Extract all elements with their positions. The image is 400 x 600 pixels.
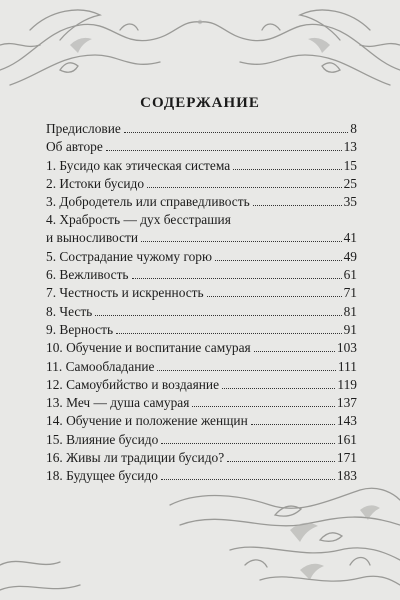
toc-entry-label: 14. Обучение и положение женщин <box>46 413 248 429</box>
toc-entry-label: 18. Будущее бусидо <box>46 468 158 484</box>
toc-entry-page: 71 <box>343 285 357 301</box>
toc-entry-label: 9. Верность <box>46 321 114 337</box>
toc-entry-page: 183 <box>336 468 357 484</box>
toc-entry <box>46 120 357 138</box>
toc-leader-dots <box>141 241 342 242</box>
toc-entry-label: Предисловие <box>46 121 121 136</box>
toc-entry <box>46 376 357 394</box>
toc-entry-label: 10. Обучение и воспитание самурая <box>46 340 251 356</box>
toc-leader-dots <box>124 132 348 133</box>
toc-entry-page: 161 <box>336 431 357 447</box>
toc-entry-page: 103 <box>336 340 357 356</box>
toc-entry-page: 137 <box>336 395 357 411</box>
toc-entry <box>46 358 357 376</box>
toc-leader-dots <box>251 424 335 425</box>
toc-list <box>46 120 357 486</box>
toc-entry <box>46 467 357 485</box>
dragon-ornament-top <box>0 0 400 95</box>
toc-entry-label: 6. Вежливость <box>46 267 129 283</box>
toc-entry-page: 13 <box>343 139 357 155</box>
toc-leader-dots <box>233 169 341 170</box>
toc-entry-label: 8. Честь <box>46 303 93 319</box>
toc-entry <box>46 449 357 467</box>
toc-leader-dots <box>227 461 335 462</box>
toc-entry-label: 16. Живы ли традиции бусидо? <box>46 450 225 466</box>
toc-entry-page: 35 <box>343 194 357 210</box>
toc-entry-label: 3. Добродетель или справедливость <box>46 194 250 210</box>
toc-entry <box>46 229 357 247</box>
toc-entry <box>46 193 357 211</box>
toc-leader-dots <box>207 296 342 297</box>
toc-leader-dots <box>116 333 342 334</box>
toc-entry-page: 25 <box>343 175 357 191</box>
toc-entry-page: 111 <box>337 358 357 374</box>
toc-leader-dots <box>157 370 335 371</box>
toc-entry <box>46 284 357 302</box>
toc-entry-label-line1: 4. Храбрость — дух бесстрашия <box>46 212 231 228</box>
toc-entry <box>46 175 357 193</box>
toc-entry-label: 1. Бусидо как этическая система <box>46 157 231 173</box>
toc-leader-dots <box>161 479 335 480</box>
toc-entry-page: 81 <box>343 303 357 319</box>
toc-leader-dots <box>95 315 341 316</box>
toc-leader-dots <box>253 205 342 206</box>
toc-entry-page: 171 <box>336 450 357 466</box>
toc-entry <box>46 266 357 284</box>
toc-entry-page: 119 <box>337 376 357 392</box>
toc-entry <box>46 157 357 175</box>
toc-entry-label: Об авторе <box>46 139 103 155</box>
toc-entry <box>46 248 357 266</box>
toc-entry-page: 61 <box>343 267 357 283</box>
toc-leader-dots <box>132 278 342 279</box>
toc-title: СОДЕРЖАНИЕ <box>140 95 260 111</box>
toc-entry-label: 11. Самообладание <box>46 358 155 374</box>
toc-entry <box>46 431 357 449</box>
toc-entry-label: 7. Честность и искренность <box>46 285 204 301</box>
toc-entry <box>46 394 357 412</box>
toc-leader-dots <box>161 443 335 444</box>
toc-entry-page: 143 <box>336 413 357 429</box>
toc-entry-page: 41 <box>343 230 357 246</box>
toc-entry-label: 2. Истоки бусидо <box>46 175 145 191</box>
toc-leader-dots <box>215 260 342 261</box>
toc-leader-dots <box>147 187 342 188</box>
toc-entry-page: 49 <box>343 248 357 264</box>
toc-entry <box>46 339 357 357</box>
toc-entry-label: 5. Сострадание чужому горю <box>46 248 213 264</box>
toc-entry-label: 12. Самоубийство и воздаяние <box>46 376 220 392</box>
toc-entry <box>46 412 357 430</box>
toc-entry <box>46 138 357 156</box>
toc-leader-dots <box>254 351 335 352</box>
dragon-ornament-bottom <box>0 470 400 600</box>
toc-entry-page: 8 <box>350 121 357 136</box>
toc-entry <box>46 303 357 321</box>
toc-leader-dots <box>106 150 342 151</box>
toc-entry-label: 15. Влияние бусидо <box>46 431 159 447</box>
toc-leader-dots <box>192 406 335 407</box>
toc-entry <box>46 321 357 339</box>
toc-entry-page: 91 <box>343 321 357 337</box>
toc-leader-dots <box>222 388 335 389</box>
toc-entry-label: и выносливости <box>46 230 139 246</box>
toc-entry-page: 15 <box>343 157 357 173</box>
toc-entry-label: 13. Меч — душа самурая <box>46 395 190 411</box>
